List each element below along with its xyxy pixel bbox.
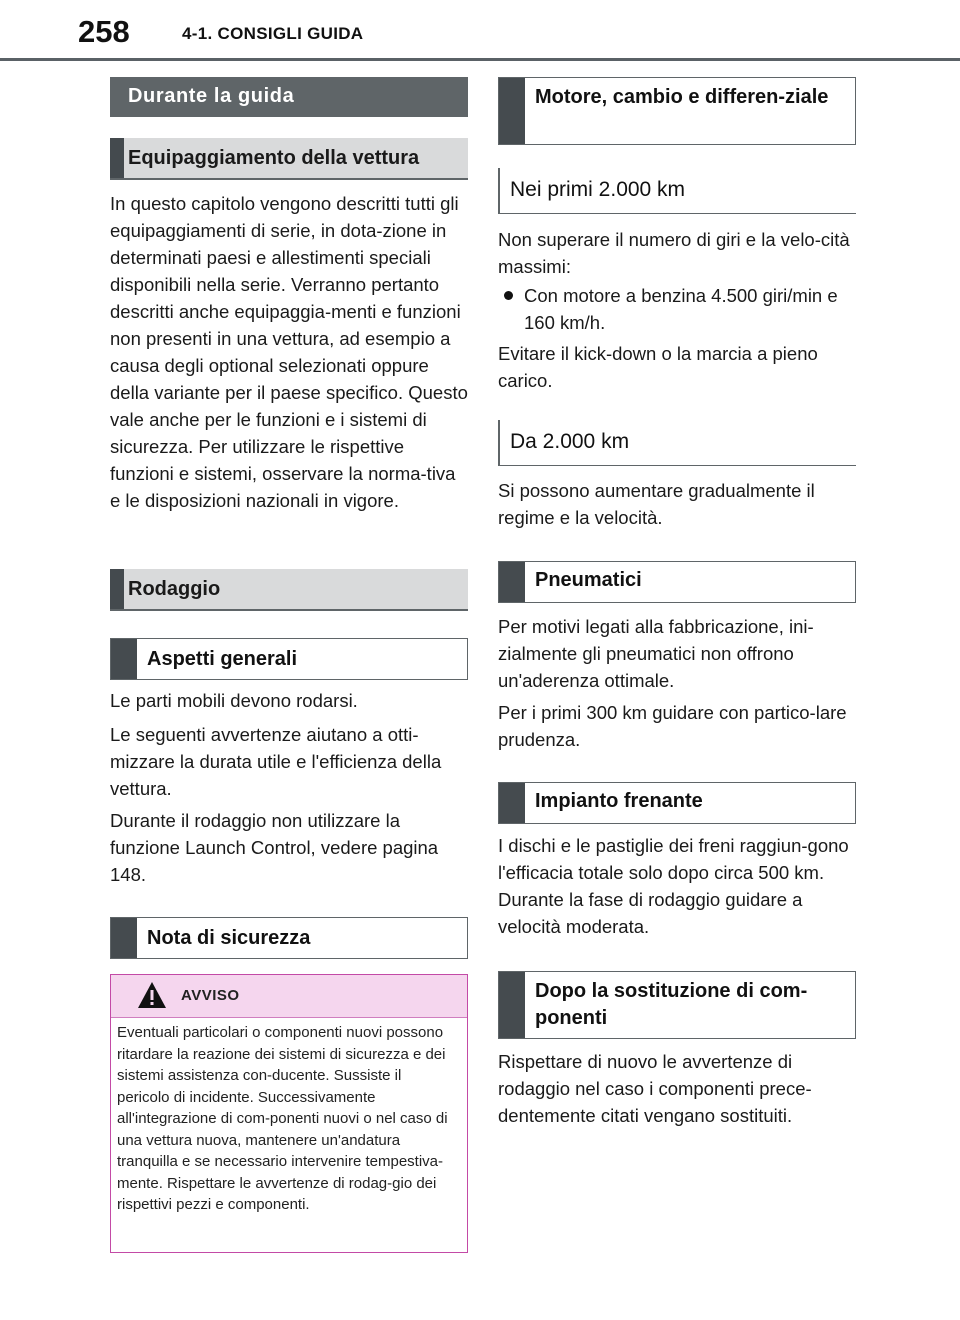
page-header (0, 0, 960, 64)
heading-impianto-frenante (498, 782, 856, 824)
primi-paragraph-2: Evitare il kick-down o la marcia a pieno carico. (498, 343, 818, 391)
subheading-da-2000-label: Da 2.000 km (510, 430, 630, 453)
warning-text: Eventuali particolari o componenti nuovi possono ritardare la reazione dei sistemi di sicurezza e dei sistemi assistenza con-ducente. Sussiste il pericolo di incidente. Successivamente all'integrazione di com-ponenti nuovi o nel caso di una vettura nuova, mantenere un'andatura tranquilla e se necessario intervenire tempestiva-mente. Rispettare le avvertenze di rodag-gio dei rispettivi pezzi e componenti. (117, 1024, 448, 1213)
aspetti-paragraph-2: Le seguenti avvertenze aiutano a otti-mizzare la durata utile e l'efficienza della vettura. (110, 724, 442, 799)
warning-label: AVVISO (181, 987, 240, 1004)
section-title-durante-la-guida: Durante la guida (110, 77, 468, 117)
heading-equipaggiamento-label: Equipaggiamento della vettura (128, 147, 420, 169)
header-divider (0, 58, 960, 61)
primi-paragraph-1: Non superare il numero di giri e la velo-cità massimi: (498, 229, 850, 277)
aspetti-paragraph-1: Le parti mobili devono rodarsi. (110, 690, 358, 711)
heading-rodaggio-label: Rodaggio (128, 578, 221, 600)
primi-bullet-text: Con motore a benzina 4.500 giri/min e 160 km/h. (524, 285, 838, 333)
warning-header (111, 975, 467, 1018)
subheading-nei-primi-2000-label: Nei primi 2.000 km (510, 178, 686, 201)
warning-triangle-icon (137, 981, 167, 1009)
aspetti-paragraph-3: Durante il rodaggio non utilizzare la funzione Launch Control, vedere pagina 148. (110, 810, 439, 885)
primi-bullet-item (498, 282, 856, 336)
impianto-paragraph-1: I dischi e le pastiglie dei freni raggiun-gono l'efficacia totale solo dopo circa 500 km. Durante la fase di rodaggio guidare a velocità moderata. (498, 835, 849, 937)
heading-rodaggio (110, 569, 468, 611)
heading-motore-cambio (498, 77, 856, 145)
heading-nota-di-sicurezza (110, 917, 468, 959)
heading-pneumatici-label: Pneumatici (535, 569, 642, 591)
heading-dopo-sostituzione (498, 971, 856, 1039)
subheading-nei-primi-2000 (498, 168, 856, 214)
heading-motore-cambio-label: Motore, cambio e differen-ziale (535, 86, 829, 108)
pneumatici-paragraph-2: Per i primi 300 km guidare con partico-lare prudenza. (498, 702, 847, 750)
heading-aspetti-generali-label: Aspetti generali (147, 648, 298, 670)
chapter-title: 4-1. CONSIGLI GUIDA (182, 24, 364, 43)
pneumatici-paragraph-1: Per motivi legati alla fabbricazione, ini-zialmente gli pneumatici non offrono un'aderenza ottimale. (498, 616, 814, 691)
subheading-da-2000 (498, 420, 856, 466)
page-number: 258 (78, 14, 130, 49)
dopo-paragraph-1: Rispettare di nuovo le avvertenze di rodaggio nel caso i componenti prece-dentemente citati vengano sostituiti. (498, 1051, 812, 1126)
da-paragraph-1: Si possono aumentare gradualmente il regime e la velocità. (498, 480, 815, 528)
heading-equipaggiamento (110, 138, 468, 180)
heading-aspetti-generali (110, 638, 468, 680)
heading-dopo-sostituzione-label: Dopo la sostituzione di com-ponenti (535, 980, 808, 1029)
heading-impianto-frenante-label: Impianto frenante (535, 790, 703, 812)
equipment-paragraph: In questo capitolo vengono descritti tutti gli equipaggiamenti di serie, in dota-zione in determinati paesi e allestimenti speciali disponibili nella serie. Verranno pertanto descritti anche equipaggia-menti e funzioni non presenti in una vettura, ad esempio a causa degli optional selezionati oppure della variante per il paese specifico. Questo vale anche per le funzioni e i sistemi di sicurezza. Per utilizzare le rispettive funzioni e sistemi, osservare la norma-tiva e le disposizioni nazionali in vigore. (110, 193, 468, 511)
heading-pneumatici (498, 561, 856, 603)
bullet-dot-icon (504, 291, 513, 300)
heading-nota-di-sicurezza-label: Nota di sicurezza (147, 927, 311, 949)
warning-box (110, 974, 468, 1253)
